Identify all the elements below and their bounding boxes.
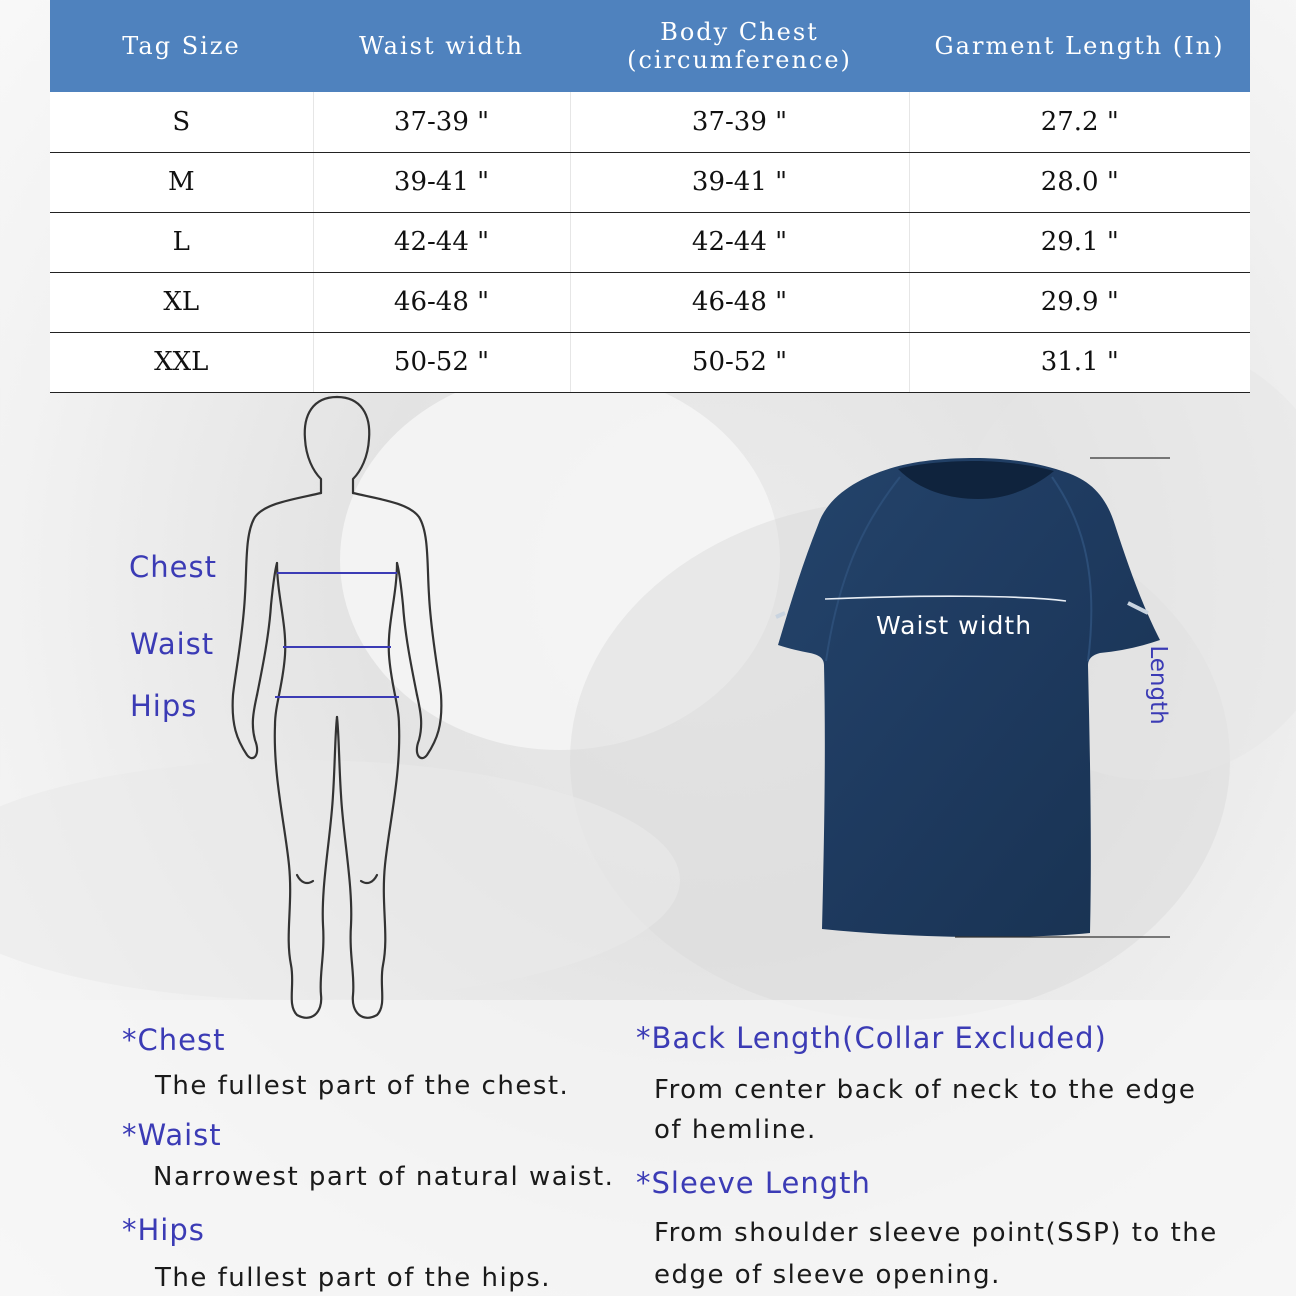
cell-size: M xyxy=(50,152,313,212)
size-chart-table xyxy=(50,0,1250,393)
definition-back-length-text-1: From center back of neck to the edge xyxy=(654,1075,1197,1105)
table-row xyxy=(50,152,1250,212)
cell-length: 29.9 " xyxy=(909,272,1250,332)
cell-waist: 42-44 " xyxy=(313,212,570,272)
definition-waist-text: Narrowest part of natural waist. xyxy=(153,1162,615,1192)
cell-length: 31.1 " xyxy=(909,332,1250,392)
definition-chest-heading: *Chest xyxy=(122,1023,226,1057)
tshirt-body xyxy=(778,458,1160,937)
table-row xyxy=(50,332,1250,392)
cell-chest: 46-48 " xyxy=(570,272,909,332)
definition-back-length-heading: *Back Length(Collar Excluded) xyxy=(636,1021,1107,1055)
table-row xyxy=(50,92,1250,152)
definition-sleeve-length-text-2: edge of sleeve opening. xyxy=(654,1260,1001,1290)
definition-back-length-text-2: of hemline. xyxy=(654,1115,817,1145)
cell-length: 28.0 " xyxy=(909,152,1250,212)
tshirt-illustration xyxy=(770,455,1170,940)
figure-label-waist: Waist xyxy=(130,627,215,661)
cell-chest: 50-52 " xyxy=(570,332,909,392)
cell-waist: 46-48 " xyxy=(313,272,570,332)
cell-size: S xyxy=(50,92,313,152)
header-waist-width: Waist width xyxy=(313,0,570,92)
table-header-row xyxy=(50,0,1250,92)
definition-sleeve-length-text-1: From shoulder sleeve point(SSP) to the xyxy=(654,1218,1218,1248)
definition-sleeve-length-heading: *Sleeve Length xyxy=(636,1166,871,1200)
cell-size: L xyxy=(50,212,313,272)
shirt-length-label: Length xyxy=(1145,645,1171,725)
cell-chest: 37-39 " xyxy=(570,92,909,152)
cell-length: 29.1 " xyxy=(909,212,1250,272)
cell-chest: 42-44 " xyxy=(570,212,909,272)
figure-label-chest: Chest xyxy=(129,550,217,584)
definition-waist-heading: *Waist xyxy=(122,1118,222,1152)
cell-waist: 39-41 " xyxy=(313,152,570,212)
body-outline-figure xyxy=(225,395,455,1025)
table-row xyxy=(50,272,1250,332)
definition-chest-text: The fullest part of the chest. xyxy=(155,1071,570,1101)
header-tag-size: Tag Size xyxy=(50,0,313,92)
cell-length: 27.2 " xyxy=(909,92,1250,152)
cell-chest: 39-41 " xyxy=(570,152,909,212)
figure-label-hips: Hips xyxy=(130,689,198,723)
table-row xyxy=(50,212,1250,272)
cell-size: XXL xyxy=(50,332,313,392)
shirt-waist-width-label: Waist width xyxy=(876,611,1033,640)
cell-size: XL xyxy=(50,272,313,332)
cell-waist: 37-39 " xyxy=(313,92,570,152)
definition-hips-text: The fullest part of the hips. xyxy=(155,1263,552,1293)
header-body-chest: Body Chest (circumference) xyxy=(570,0,909,92)
header-garment-length: Garment Length (In) xyxy=(909,0,1250,92)
cell-waist: 50-52 " xyxy=(313,332,570,392)
definition-hips-heading: *Hips xyxy=(122,1213,205,1247)
